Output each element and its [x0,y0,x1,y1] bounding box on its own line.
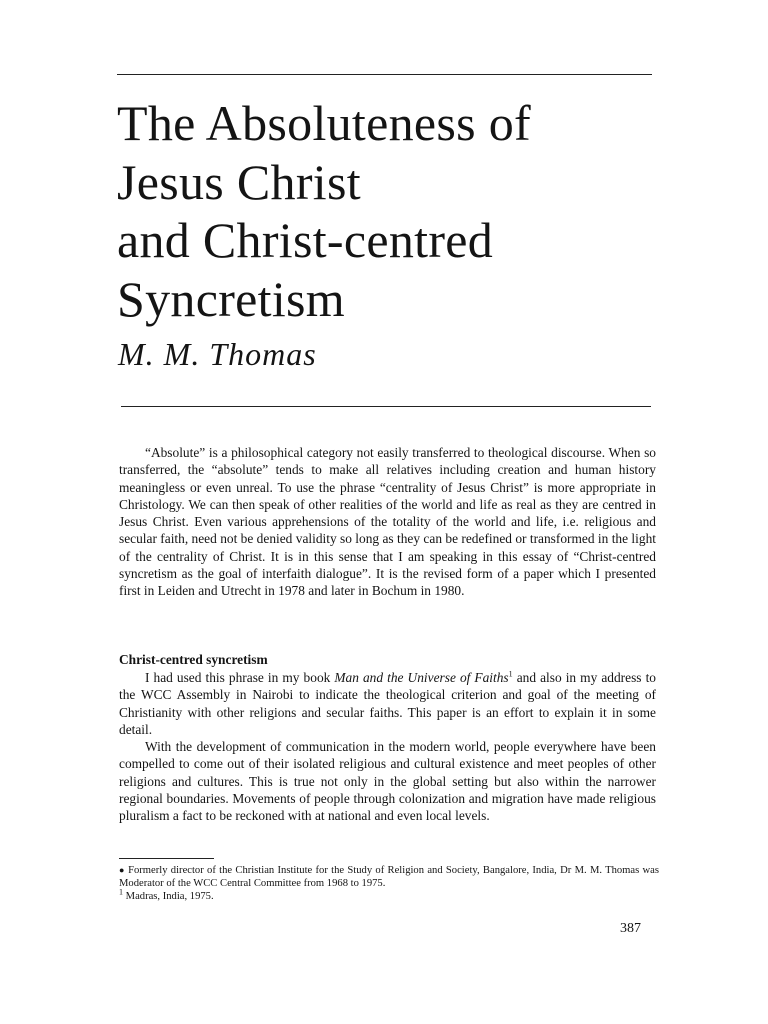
intro-paragraph: “Absolute” is a philosophical category not easily transferred to theological discourse. When so transferred, the “absolute” tends to make all relatives including creation and human history meaningless or even unreal. To use the phrase “centrality of Jesus Christ” is more appropriate in Christology. We can then speak of other realities of the world and life as real as they are centred in Jesus Christ. Even various apprehensions of the totality of the world and life, i.e. religious and secular faith, need not be denied validity so long as they can be redefined or transformed in the light of the centrality of Christ. It is in this sense that I am speaking in this essay of “Christ-centred syncretism as the goal of interfaith dialogue”. It is the revised form of a paper which I presented first in Leiden and Utrecht in 1978 and later in Bochum in 1980. [119,445,656,599]
header-divider [121,406,651,407]
title-line-2: Jesus Christ [117,153,361,210]
title-line-1: The Absoluteness of [117,95,531,151]
top-rule [117,74,652,75]
footnote-author-text: Formerly director of the Christian Institute for the Study of Religion and Society, Bangalore, India, Dr M. M. Thomas was Moderator of the WCC Central Committee from 1968 to 1975. [119,865,660,889]
footnotes [119,864,659,903]
page-number: 387 [620,921,641,936]
footnote-1 [119,887,659,904]
bullet-icon: ● [119,865,126,875]
title-line-3: and Christ-centred [117,212,494,268]
author-name: M. M. Thomas [118,336,317,372]
footnote-author [119,864,659,891]
section-paragraph-2: With the development of communication in the modern world, people everywhere have been compelled to come out of their isolated religious and cultural existence and meet peoples of other religions and cultures. This is true not only in the global setting but also within the narrower regional boundaries. Movements of people through colonization and migration have made religious pluralism a fact to be reckoned with at national and even local levels. [119,739,656,824]
footnote-1-text: Madras, India, 1975. [123,890,214,902]
p2-text-end: and also in my address to the WCC Assembly in Nairobi to indicate the theological criterion and goal of the meeting of Christianity with other religions and secular faiths. This paper is an effort to explain it in some detail. [119,670,656,737]
footnote-mark-1: 1 [119,887,123,897]
section-paragraph-1 [119,669,656,738]
section-heading: Christ-centred syncretism [119,652,268,667]
article-title [117,94,677,328]
footnote-ref-1: 1 [508,669,513,679]
title-line-4: Syncretism [117,270,345,327]
p2-text-start: I had used this phrase in my book [145,670,335,685]
footnote-rule [119,858,214,859]
book-title: Man and the Universe of Faiths [334,670,509,685]
